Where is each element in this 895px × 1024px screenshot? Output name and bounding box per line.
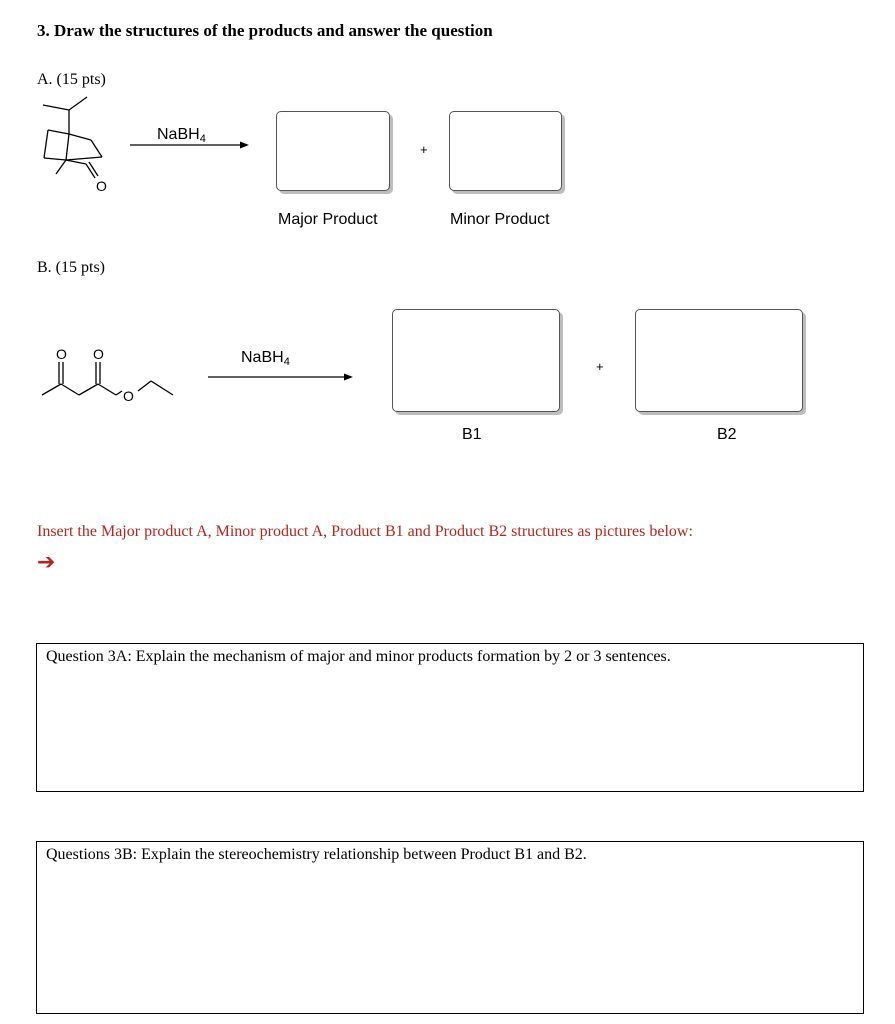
question-3a-answer-box[interactable] <box>36 643 864 792</box>
right-arrow-icon: ➔ <box>37 550 56 575</box>
product-b1-label: B1 <box>462 426 482 443</box>
product-b2-box[interactable] <box>635 309 803 412</box>
major-product-label: Major Product <box>278 211 378 228</box>
major-product-box[interactable] <box>276 111 390 191</box>
question-3b-prompt: Questions 3B: Explain the stereochemistry relationship between Product B1 and B2. <box>46 846 587 863</box>
reagent-b-subscript: 4 <box>283 356 290 368</box>
plus-sign-a: + <box>420 142 428 157</box>
product-b1-box[interactable] <box>392 309 560 412</box>
camphor-oxygen: O <box>96 178 107 194</box>
product-b2-label: B2 <box>717 426 737 443</box>
reaction-arrow-b <box>208 372 358 382</box>
page-title: 3. Draw the structures of the products and answer the question <box>37 21 493 40</box>
ketone-oxygen: O <box>56 346 67 362</box>
instruction-text: Insert the Major product A, Minor product A, Product B1 and Product B2 structures as pictures below: <box>37 523 693 540</box>
reagent-a-main: NaBH <box>157 126 200 143</box>
ester-oxygen: O <box>123 388 134 404</box>
minor-product-box[interactable] <box>449 111 562 191</box>
ethyl-acetoacetate-structure <box>40 343 180 413</box>
camphor-structure <box>38 90 118 200</box>
question-3a-prompt: Question 3A: Explain the mechanism of major and minor products formation by 2 or 3 sentences. <box>46 648 671 665</box>
reagent-a-subscript: 4 <box>199 133 206 145</box>
plus-sign-b: + <box>596 359 604 374</box>
question-3b-answer-box[interactable] <box>36 841 864 1014</box>
reaction-arrow-a <box>130 140 250 150</box>
ester-carbonyl-oxygen: O <box>93 346 104 362</box>
part-b-label: B. (15 pts) <box>37 259 105 276</box>
minor-product-label: Minor Product <box>450 211 550 228</box>
reagent-b <box>241 349 290 368</box>
reagent-b-main: NaBH <box>241 349 284 366</box>
part-a-label: A. (15 pts) <box>37 71 106 88</box>
